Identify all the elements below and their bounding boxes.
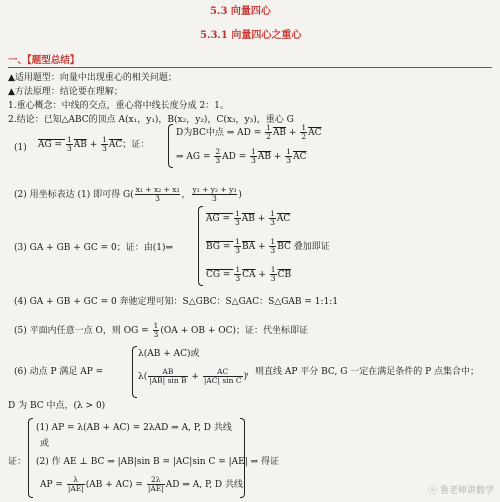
- item3-row1: AG = $\frac{1}{3}$ $\overline{AB}$ + $\frac{1}{3}$ $\overline{AC}$: [206, 209, 291, 227]
- item5-line: (5) 平面内任意一点 O，则 OG = $\frac{1}{3}$ (OA + OB + OC)；证：代坐标即证: [14, 321, 309, 339]
- item1-formula: AG = $\frac{1}{3}$ $\overline{AB}$ + $\frac{1}{3}$ $\overline{AC}$；证：: [38, 135, 150, 153]
- item3-line: (3) GA + GB + GC = 0；证：由(1)⇒: [14, 243, 173, 253]
- item1-proof: ；证：: [122, 140, 150, 150]
- item1-case1: D为BC中点 ⇒ AD = $\frac{1}{2}$ $\overline{AB}$ + $\frac{1}{2}$ $\overline{AC}$: [176, 123, 322, 141]
- proof-step1: (1) AP = λ(AB + AC) = 2λAD ⇒ A, P, D 共线: [36, 423, 232, 433]
- page-title: 5.3 向量四心: [210, 6, 271, 17]
- item3-brace: [198, 206, 203, 286]
- item6-d-line: D 为 BC 中点，(λ > 0): [8, 401, 106, 411]
- frac-1-3: $\frac{1}{3}$: [102, 135, 107, 153]
- concept-line: 1.重心概念：中线的交点，重心将中线长度分成 2：1。: [8, 101, 229, 111]
- item3-row2: BG = $\frac{1}{3}$ $\overline{BA}$ + $\frac{1}{3}$ $\overline{BC}$ 叠加即证: [206, 237, 330, 255]
- item6-label: (6) 动点 P 满足 AP =: [14, 367, 104, 377]
- section-underline: [8, 67, 492, 68]
- item6-tail: ，则直线 AP 平分 BC, G 一定在满足条件的 P 点集合中；: [246, 367, 480, 377]
- proof-brace: [28, 418, 33, 498]
- item1-label: (1): [14, 143, 27, 153]
- proof-label: 证：: [8, 457, 27, 467]
- proof-step3: AP = $\frac{\lambda}{|AE|}$ (AB + AC) = $\frac{2\lambda}{|AE|}$ AD ⇒ A, P, D 共线: [40, 475, 244, 493]
- item3-row3: CG = $\frac{1}{3}$ $\overline{CA}$ + $\frac{1}{3}$ $\overline{CB}$: [206, 265, 292, 283]
- item6-brace: [132, 346, 137, 398]
- item6-a: λ(AB + AC)或: [138, 349, 200, 359]
- item6-b: λ( $\frac{AB}{\text{|AB| sin B}}$ + $\frac{AC}{\text{|AC| sin C}}$ ): [138, 367, 248, 385]
- conclusion-line: 2.结论：已知△ABC的顶点 A(x₁，y₁)，B(x₂，y₂)，C(x₃，y₃)，重心 G: [8, 115, 294, 125]
- item3-note: 叠加即证: [293, 242, 330, 252]
- proof-step2: (2) 作 AE ⊥ BC ⇒ |AB|sin B = |AC|sin C = |AE| ⇒ 得证: [36, 457, 280, 467]
- method-line: ▲方法原理：结论要在理解；: [8, 87, 123, 97]
- proof-right-brace: [240, 418, 245, 498]
- item4-line: (4) GA + GB + GC = 0 奔驰定理可知：S△GBC：S△GAC：S△GAB = 1:1:1: [14, 297, 339, 307]
- section-heading: 一、【题型总结】: [8, 55, 80, 66]
- frac-1-3: $\frac{1}{3}$: [66, 135, 72, 153]
- item2-line: (2) 用坐标表达 (1) 即可得 G( $\frac{\text{x₁ + x₂ + x₃}}{3}$ ， $\frac{\text{y₁ + y₂ + y₃}}{3}$ ): [14, 185, 242, 203]
- item1-brace: [168, 124, 173, 168]
- item1-lhs: AG =: [38, 140, 65, 150]
- watermark: ⓢ 鲁老师讲数学: [428, 486, 494, 496]
- proof-or: 或: [40, 439, 50, 449]
- applicable-line: ▲适用题型：向量中出现重心的相关问题；: [8, 73, 177, 83]
- item1-case2: ⇒ AG = $\frac{2}{3}$ AD = $\frac{1}{3}$ $\overline{AB}$ + $\frac{1}{3}$ $\overline{AC}$: [176, 147, 307, 165]
- page-subtitle: 5.3.1 向量四心之重心: [200, 30, 302, 41]
